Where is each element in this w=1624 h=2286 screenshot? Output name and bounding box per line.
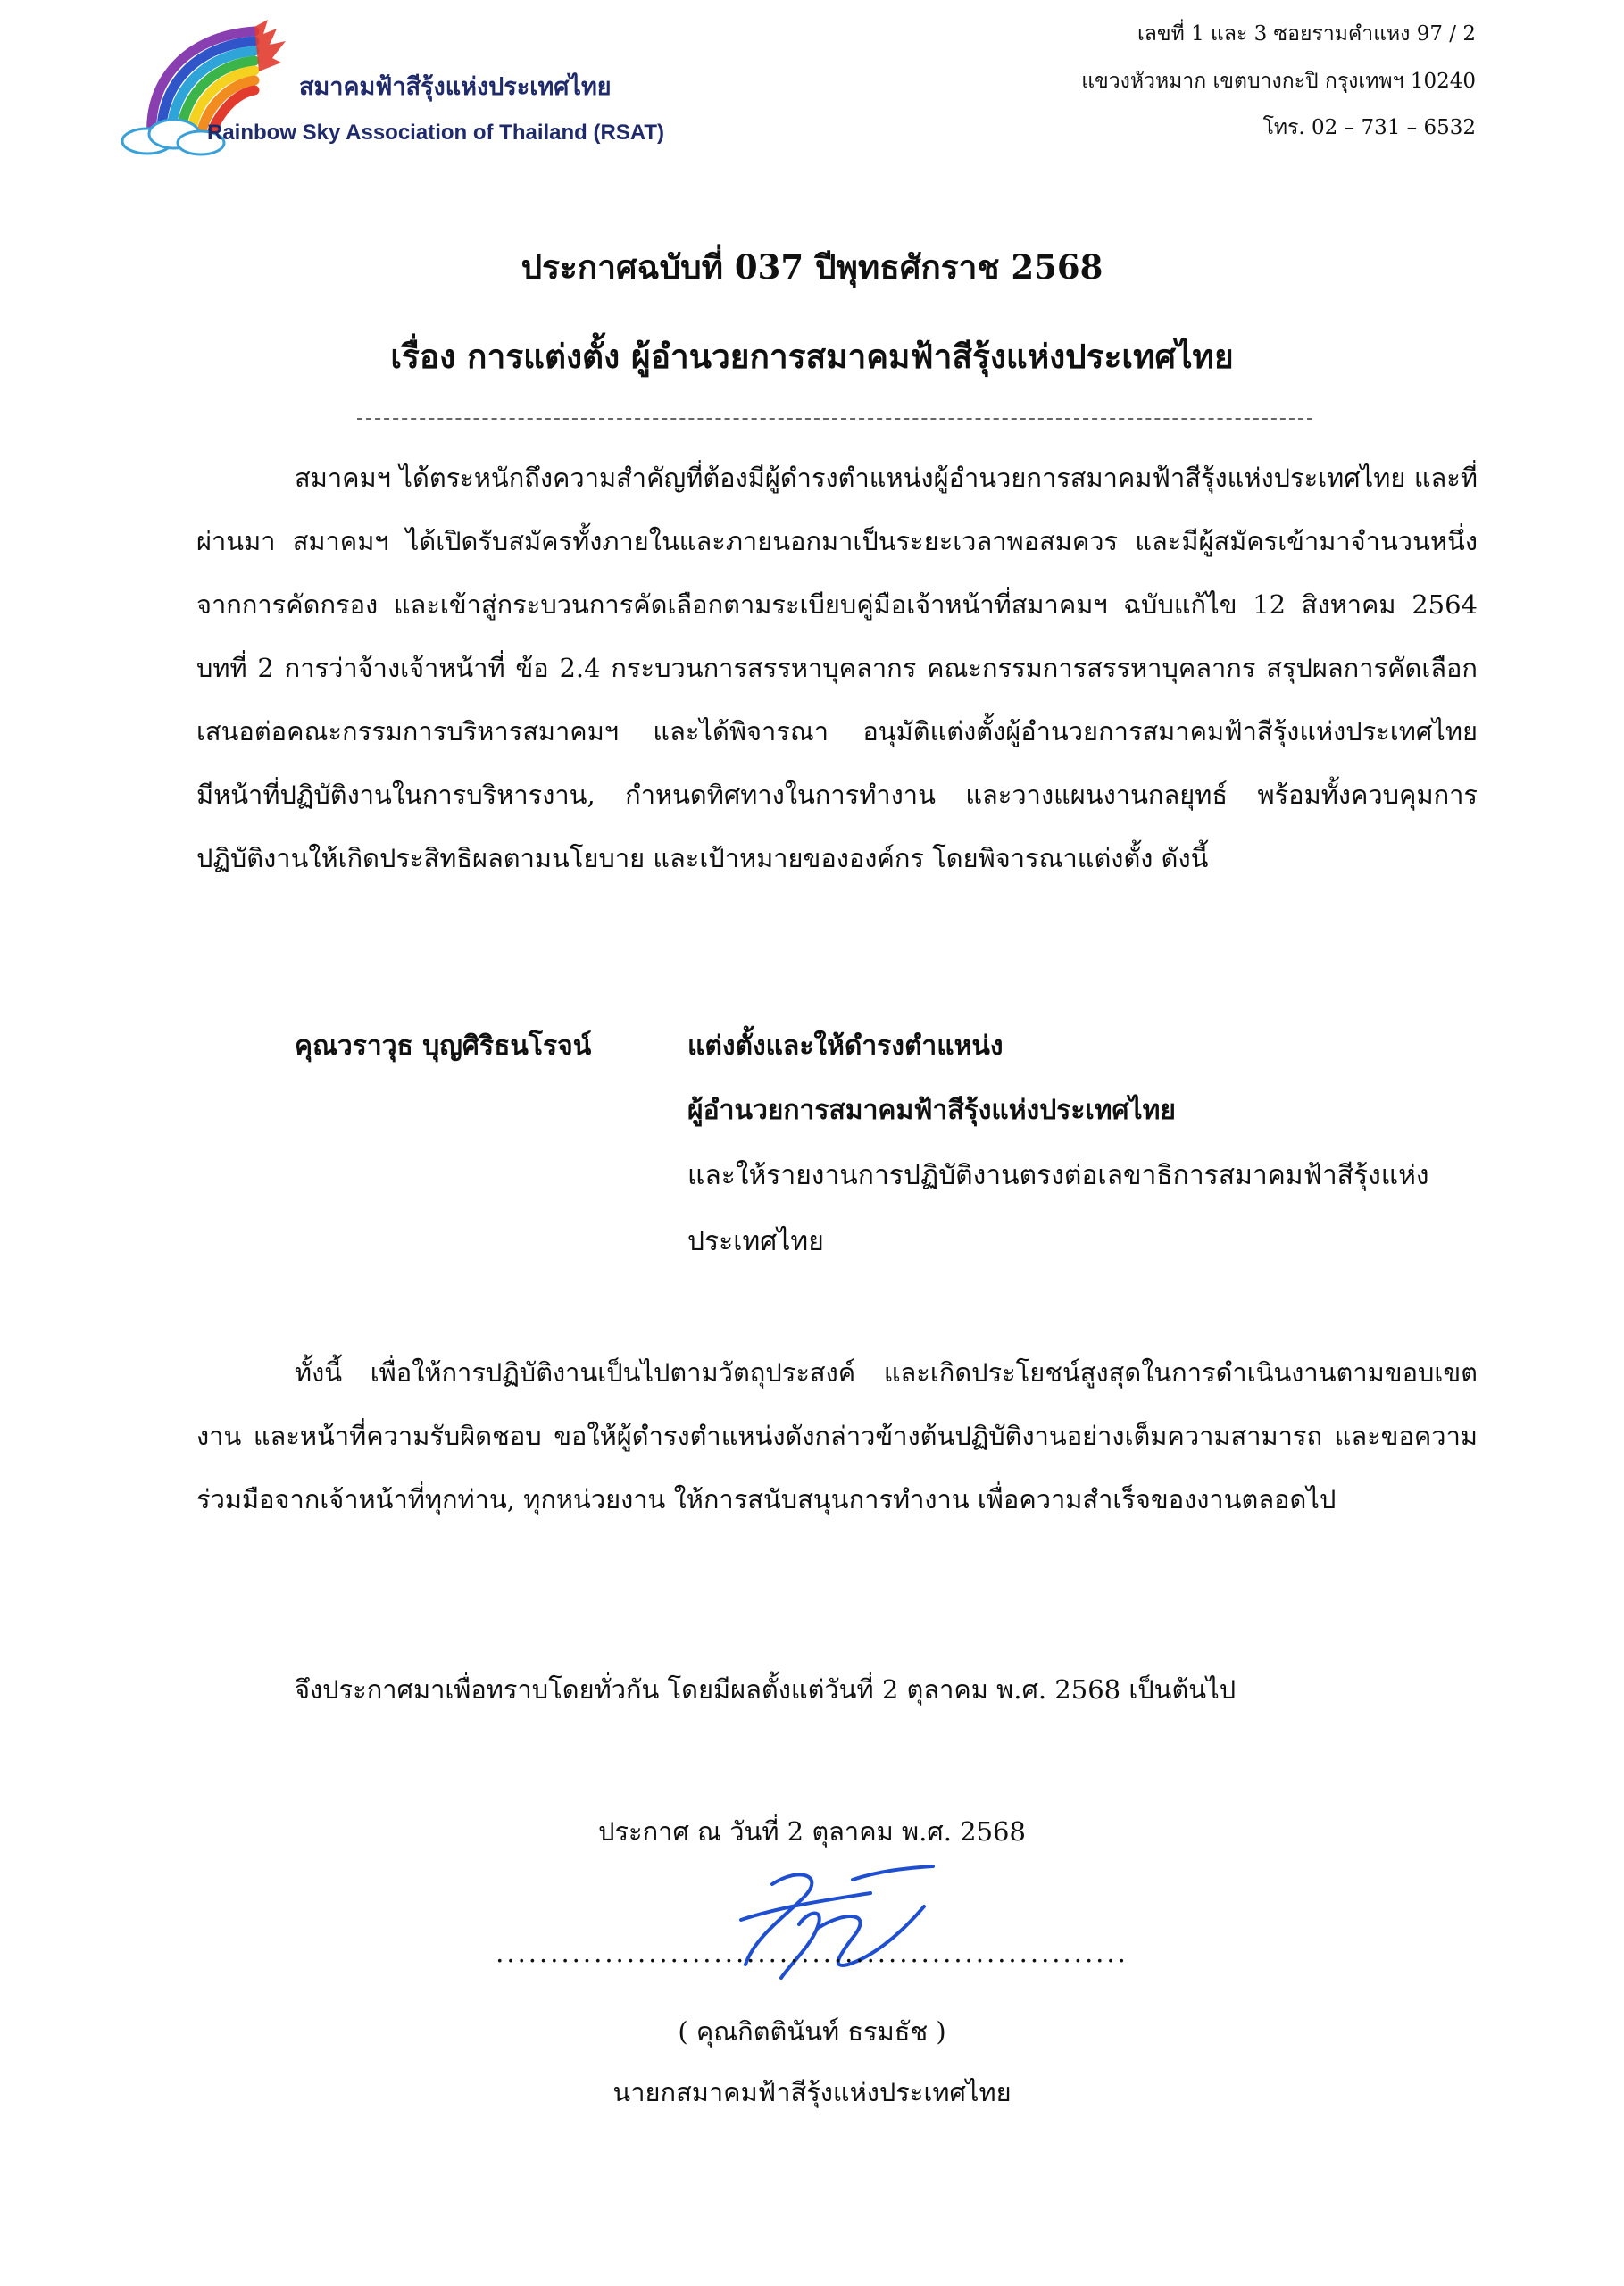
dashed-divider bbox=[357, 418, 1312, 420]
signatory-name: ( คุณกิตตินันท์ ธรมธัช ) bbox=[678, 2016, 946, 2047]
address-line-2: แขวงหัวหมาก เขตบางกะปิ กรุงเทพฯ 10240 bbox=[1081, 70, 1476, 93]
org-name-thai: สมาคมฟ้าสีรุ้งแห่งประเทศไทย bbox=[299, 73, 612, 101]
body-paragraph-3-text: จึงประกาศมาเพื่อทราบโดยทั่วกัน โดยมีผลตั้งแต่วันที่ 2 ตุลาคม พ.ศ. 2568 เป็นต้นไป bbox=[295, 1674, 1237, 1705]
announcement-number: ประกาศฉบับที่ 037 ปีพุทธศักราช 2568 bbox=[521, 247, 1103, 287]
body-paragraph-1 bbox=[196, 446, 1478, 890]
announcement-subject: เรื่อง การแต่งตั้ง ผู้อำนวยการสมาคมฟ้าสีรุ้งแห่งประเทศไทย bbox=[390, 337, 1234, 376]
announce-date: ประกาศ ณ วันที่ 2 ตุลาคม พ.ศ. 2568 bbox=[598, 1816, 1026, 1847]
phone-line: โทร. 02 – 731 – 6532 bbox=[1262, 116, 1476, 139]
appointment-position: ผู้อำนวยการสมาคมฟ้าสีรุ้งแห่งประเทศไทย bbox=[687, 1095, 1176, 1126]
handwritten-signature-icon bbox=[719, 1857, 942, 1991]
appointee-name: คุณวราวุธ บุญศิริธนโรจน์ bbox=[295, 1030, 592, 1062]
body-paragraph-2 bbox=[196, 1341, 1478, 1531]
address-line-1: เลขที่ 1 และ 3 ซอยรามคำแหง 97 / 2 bbox=[1137, 22, 1476, 46]
body-paragraph-3 bbox=[196, 1658, 1478, 1722]
org-name-english: Rainbow Sky Association of Thailand (RSAT) bbox=[207, 121, 665, 145]
appointment-line-4: ประเทศไทย bbox=[687, 1226, 824, 1257]
body-paragraph-1-text: สมาคมฯ ได้ตระหนักถึงความสำคัญที่ต้องมีผู้ดำรงตำแหน่งผู้อำนวยการสมาคมฟ้าสีรุ้งแห่งประเทศไทย และที่ผ่านมา สมาคมฯ ได้เปิดรับสมัครทั้งภายในและภายนอกมาเป็นระยะเวลาพอสมควร และมีผู้สมัครเข้ามาจำนวนหนึ่ง จากการคัดกรอง และเข้าสู่กระบวนการคัดเลือกตามระเบียบคู่มือเจ้าหน้าที่สมาคมฯ ฉบับแก้ไข 12 สิงหาคม 2564 บทที่ 2 การว่าจ้างเจ้าหน้าที่ ข้อ 2.4 กระบวนการสรรหาบุคลากร คณะกรรมการสรรหาบุคลากร สรุปผลการคัดเลือกเสนอต่อคณะกรรมการบริหารสมาคมฯ และได้พิจารณา อนุมัติแต่งตั้งผู้อำนวยการสมาคมฟ้าสีรุ้งแห่งประเทศไทยมีหน้าที่ปฏิบัติงานในการบริหารงาน, กำหนดทิศทางในการทำงาน และวางแผนงานกลยุทธ์ พร้อมทั้งควบคุมการปฏิบัติงานให้เกิดประสิทธิผลตามนโยบาย และเป้าหมายขององค์กร โดยพิจารณาแต่งตั้ง ดังนี้ bbox=[196, 463, 1478, 873]
body-paragraph-2-text: ทั้งนี้ เพื่อให้การปฏิบัติงานเป็นไปตามวัตถุประสงค์ และเกิดประโยชน์สูงสุดในการดำเนินงานตามขอบเขต งาน และหน้าที่ความรับผิดชอบ ขอให้ผู้ดำรงตำแหน่งดังกล่าวข้างต้นปฏิบัติงานอย่างเต็มความสามารถ และขอความร่วมมือจากเจ้าหน้าที่ทุกท่าน, ทุกหน่วยงาน ให้การสนับสนุนการทำงาน เพื่อความสำเร็จของงานตลอดไป bbox=[196, 1357, 1478, 1514]
appointment-line-1: แต่งตั้งและให้ดำรงตำแหน่ง bbox=[687, 1030, 1004, 1062]
signatory-title: นายกสมาคมฟ้าสีรุ้งแห่งประเทศไทย bbox=[612, 2077, 1012, 2107]
signature-line: .......................................................... bbox=[496, 1938, 1128, 1968]
appointment-line-3: และให้รายงานการปฏิบัติงานตรงต่อเลขาธิการสมาคมฟ้าสีรุ้งแห่ง bbox=[687, 1160, 1429, 1191]
